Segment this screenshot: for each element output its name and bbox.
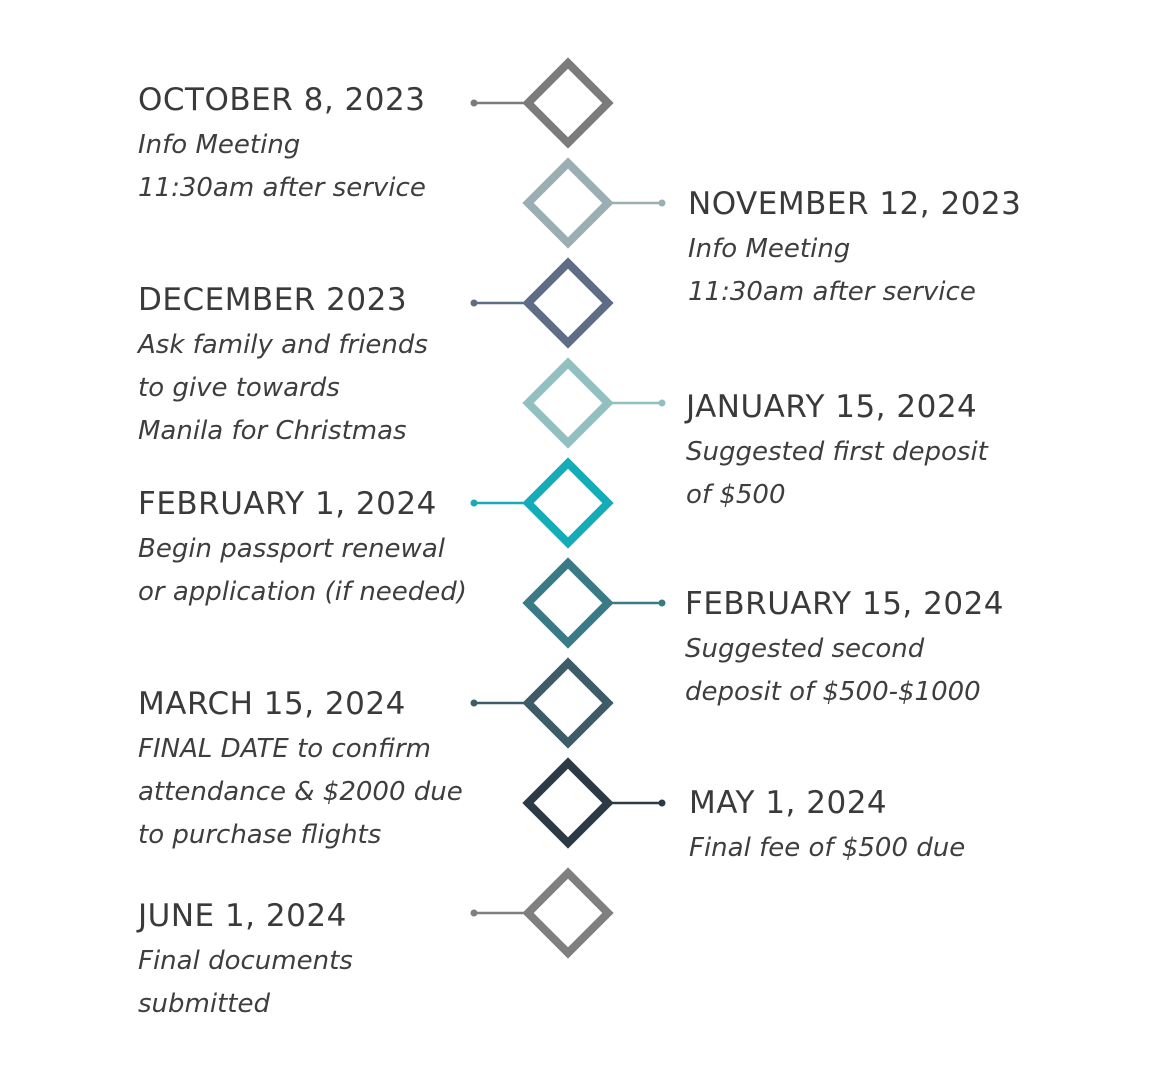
connector-dot	[659, 400, 666, 407]
diamond-marker	[528, 873, 608, 953]
event-date: NOVEMBER 12, 2023	[688, 186, 1022, 222]
diamond-marker	[528, 263, 608, 343]
event-description: Suggested second deposit of $500-$1000	[685, 634, 981, 707]
diamond-marker	[528, 463, 608, 543]
diamond-marker	[528, 763, 608, 843]
diamond-marker	[528, 63, 608, 143]
event-date: FEBRUARY 1, 2024	[138, 486, 437, 522]
event-date: JANUARY 15, 2024	[686, 389, 978, 425]
event-february-15-2024	[685, 586, 1004, 714]
diamond-marker	[528, 363, 608, 443]
connector-dot	[659, 600, 666, 607]
event-description: Info Meeting 11:30am after service	[688, 234, 976, 307]
event-description: FINAL DATE to confirm attendance & $2000 due to purchase flights	[138, 734, 463, 850]
connector-dot	[471, 100, 478, 107]
event-march-15-2024	[138, 686, 463, 857]
event-date: FEBRUARY 15, 2024	[685, 586, 1005, 622]
diamond-marker	[528, 163, 608, 243]
event-december-2023	[138, 282, 428, 453]
event-january-15-2024	[686, 389, 988, 517]
event-description: Suggested first deposit of $500	[686, 437, 988, 510]
event-description: Ask family and friends to give towards Manila for Christmas	[138, 330, 428, 446]
connector-dot	[659, 800, 666, 807]
event-date: OCTOBER 8, 2023	[138, 82, 426, 118]
event-date: DECEMBER 2023	[138, 282, 408, 318]
event-may-1-2024	[689, 785, 965, 870]
connector-dot	[471, 500, 478, 507]
event-february-1-2024	[138, 486, 467, 614]
connector-dot	[659, 200, 666, 207]
event-date: JUNE 1, 2024	[138, 898, 347, 934]
event-description: Begin passport renewal or application (if needed)	[138, 534, 467, 607]
event-june-1-2024	[138, 898, 353, 1026]
event-november-12-2023	[688, 186, 1021, 314]
event-description: Final documents submitted	[138, 946, 353, 1019]
connector-dot	[471, 700, 478, 707]
connector-dot	[471, 910, 478, 917]
diamond-marker	[528, 563, 608, 643]
event-description: Final fee of $500 due	[689, 833, 966, 863]
event-date: MAY 1, 2024	[689, 785, 888, 821]
diamond-marker	[528, 663, 608, 743]
event-description: Info Meeting 11:30am after service	[138, 130, 426, 203]
event-october-8-2023	[138, 82, 426, 210]
connector-dot	[471, 300, 478, 307]
event-date: MARCH 15, 2024	[138, 686, 406, 722]
